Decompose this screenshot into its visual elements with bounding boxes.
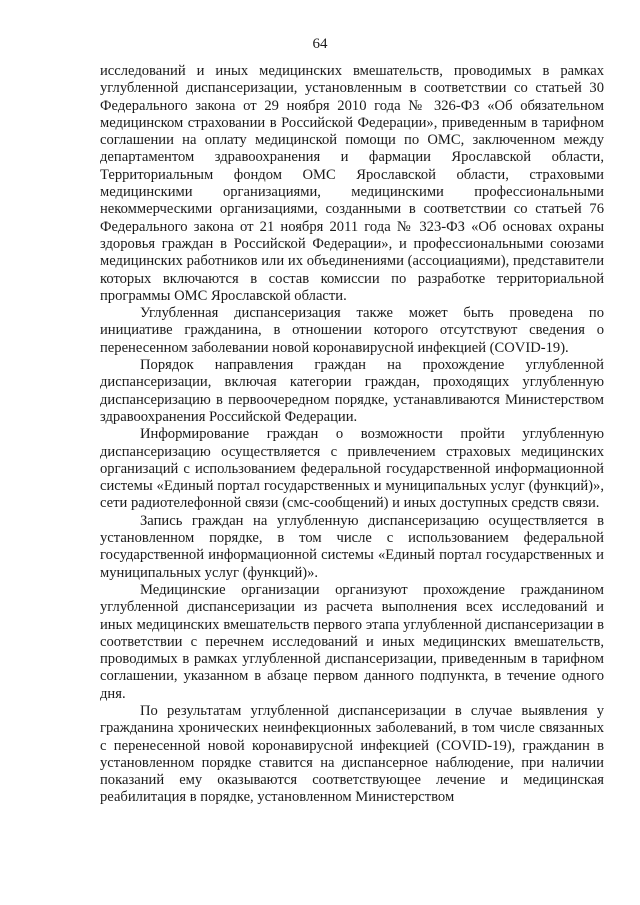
paragraph: По результатам углубленной диспансеризации в случае выявления у гражданина хронических неинфекционных заболеваний, в том числе связанных с перенесенной новой коронавирусной инфекцией (COVID-19), гражданин в установленном порядке ставится на диспансерное наблюдение, при наличии показаний ему оказываются соответствующее лечение и медицинская реабилитация в порядке, установленном Министерством: [100, 702, 604, 806]
paragraph: исследований и иных медицинских вмешательств, проводимых в рамках углубленной диспансеризации, установленным в соответствии со статьей 30 Федерального закона от 29 ноября 2010 года № 326-ФЗ «Об обязательном медицинском страховании в Российской Федерации», приведенным в тарифном соглашении на оплату медицинской помощи по ОМС, заключенном между департаментом здравоохранения и фармации Ярославской области, Территориальным фондом ОМС Ярославской области, страховыми медицинскими организациями, медицинскими профессиональными некоммерческими организациями, созданными в соответствии со статьей 76 Федерального закона от 21 ноября 2011 года № 323-ФЗ «Об основах охраны здоровья граждан в Российской Федерации», и профессиональными союзами медицинских работников или их объединениями (ассоциациями), представители которых включаются в состав комиссии по разработке территориальной программы ОМС Ярославской области.: [100, 63, 604, 304]
page-number: 64: [312, 36, 328, 52]
paragraph: Углубленная диспансеризация также может быть проведена по инициативе гражданина, в отношении которого отсутствуют сведения о перенесенном заболевании новой коронавирусной инфекцией (COVID-19).: [100, 305, 604, 356]
body-text: [100, 63, 604, 807]
paragraph: Запись граждан на углубленную диспансеризацию осуществляется в установленном порядке, в том числе с использованием федеральной государственной информационной системы «Единый портал государственных и муниципальных услуг (функций)».: [100, 512, 604, 581]
paragraph: Медицинские организации организуют прохождение гражданином углубленной диспансеризации из расчета выполнения всех исследований и иных медицинских вмешательств первого этапа углубленной диспансеризации в соответствии с перечнем исследований и иных медицинских вмешательств, проводимых в рамках углубленной диспансеризации, приведенным в тарифном соглашении, указанном в абзаце первом данного подпункта, в течение одного дня.: [100, 581, 604, 702]
paragraph: Информирование граждан о возможности пройти углубленную диспансеризацию осуществляется с привлечением страховых медицинских организаций с использованием федеральной государственной информационной системы «Единый портал государственных и муниципальных услуг (функций)», сети радиотелефонной связи (смс-сообщений) и иных доступных средств связи.: [100, 426, 604, 512]
paragraph: Порядок направления граждан на прохождение углубленной диспансеризации, включая категории граждан, проходящих углубленную диспансеризацию в первоочередном порядке, устанавливаются Министерством здравоохранения Российской Федерации.: [100, 357, 604, 425]
